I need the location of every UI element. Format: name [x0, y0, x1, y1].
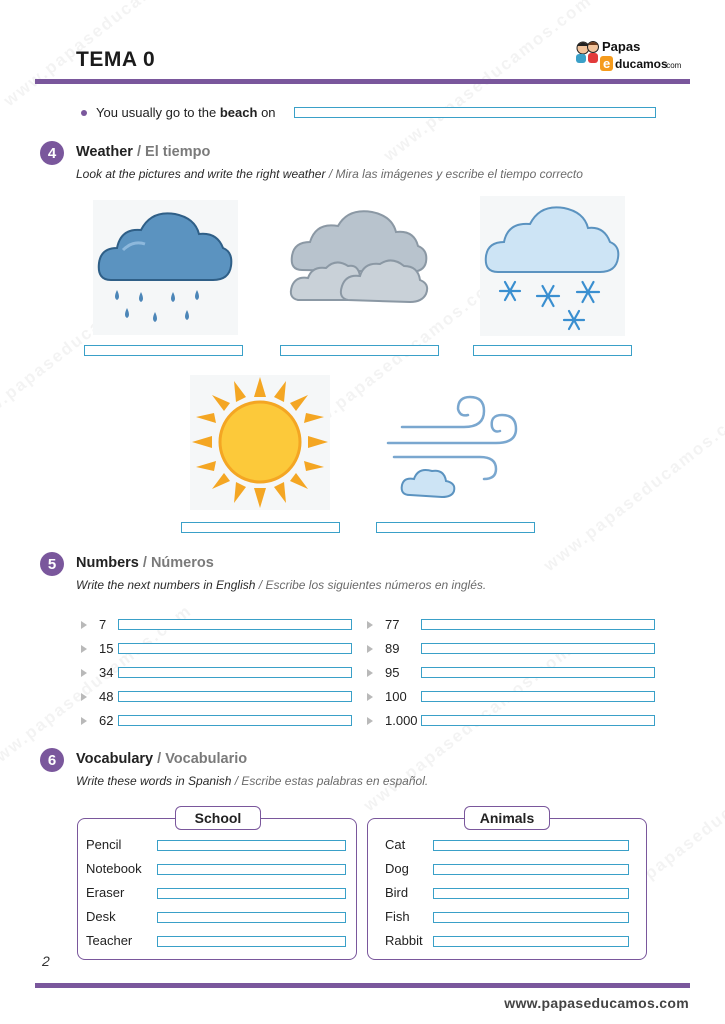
number-item [81, 689, 113, 704]
animals-word: Fish [385, 909, 410, 924]
beach-text-before: You usually go to the [96, 105, 217, 120]
watermark [540, 401, 725, 576]
number-label: 95 [385, 665, 400, 680]
animals-heading: Animals [464, 806, 550, 830]
section-6-title [76, 751, 247, 767]
instruction-en: Write the next numbers in English [76, 578, 256, 592]
number-item [367, 617, 399, 632]
section-6-instruction [76, 774, 428, 788]
school-word: Desk [86, 909, 116, 924]
number-answer-field[interactable] [421, 619, 655, 630]
number-label: 100 [385, 689, 407, 704]
number-answer-field[interactable] [421, 715, 655, 726]
animals-word: Dog [385, 861, 409, 876]
number-item [81, 617, 106, 632]
section-5-title-en: Numbers [76, 555, 139, 571]
instruction-es-text: Mira las imágenes y escribe el tiempo correcto [335, 167, 583, 181]
number-item [81, 641, 113, 656]
animals-answer-field[interactable] [433, 840, 629, 851]
animals-answer-field[interactable] [433, 888, 629, 899]
school-heading: School [175, 806, 261, 830]
number-answer-field[interactable] [118, 715, 352, 726]
page-number: 2 [42, 953, 50, 969]
school-answer-field[interactable] [157, 888, 346, 899]
animals-answer-field[interactable] [433, 912, 629, 923]
school-answer-field[interactable] [157, 840, 346, 851]
section-5-title [76, 555, 214, 571]
number-answer-field[interactable] [421, 691, 655, 702]
title-slash: / [157, 751, 162, 767]
number-label: 15 [99, 641, 114, 656]
weather-answer-field-2[interactable] [280, 345, 439, 356]
header-rule [35, 79, 690, 84]
number-answer-field[interactable] [118, 667, 352, 678]
number-label: 77 [385, 617, 400, 632]
animals-word: Cat [385, 837, 406, 852]
animals-answer-field[interactable] [433, 936, 629, 947]
number-item [367, 641, 399, 656]
beach-question [81, 105, 276, 120]
instruction-en: Look at the pictures and write the right weather [76, 167, 326, 181]
logo-text-ducamos: ducamos [615, 57, 668, 71]
school-answer-field[interactable] [157, 912, 346, 923]
section-number-4: 4 [40, 141, 64, 165]
weather-answer-field-3[interactable] [473, 345, 632, 356]
section-6-title-es: Vocabulario [165, 751, 248, 767]
arrow-icon [367, 669, 373, 677]
weather-answer-field-1[interactable] [84, 345, 243, 356]
sun-icon [190, 375, 330, 510]
section-5-instruction [76, 578, 486, 592]
instruction-en: Write these words in Spanish [76, 774, 232, 788]
arrow-icon [367, 645, 373, 653]
section-4-title-es: El tiempo [145, 144, 211, 160]
family-icon [576, 42, 599, 64]
arrow-icon [81, 669, 87, 677]
number-label: 89 [385, 641, 400, 656]
instruction-es: / Mira las imágenes y escribe el tiempo correcto [328, 167, 583, 181]
number-item [367, 689, 407, 704]
number-item [367, 665, 399, 680]
logo-text-com: .com [664, 61, 682, 70]
snow-cloud-icon [480, 196, 625, 336]
logo-letter-e: e [603, 56, 611, 71]
animals-word: Rabbit [385, 933, 423, 948]
papaseducamos-logo[interactable] [571, 36, 691, 76]
arrow-icon [81, 645, 87, 653]
number-label: 48 [99, 689, 114, 704]
number-answer-field[interactable] [421, 643, 655, 654]
school-answer-field[interactable] [157, 936, 346, 947]
instruction-es-text: Escribe estas palabras en español. [241, 774, 429, 788]
school-word: Notebook [86, 861, 142, 876]
arrow-icon [367, 717, 373, 725]
weather-answer-field-4[interactable] [181, 522, 340, 533]
number-answer-field[interactable] [118, 643, 352, 654]
footer-rule [35, 983, 690, 988]
section-4-title [76, 144, 210, 160]
arrow-icon [81, 717, 87, 725]
arrow-icon [81, 693, 87, 701]
number-answer-field[interactable] [118, 691, 352, 702]
number-item [367, 713, 418, 728]
title-slash: / [136, 144, 142, 160]
animals-answer-field[interactable] [433, 864, 629, 875]
section-6-title-en: Vocabulary [76, 751, 154, 767]
cloudy-icon [288, 200, 433, 335]
beach-bold: beach [219, 105, 258, 120]
arrow-icon [367, 693, 373, 701]
page-title: TEMA 0 [76, 48, 156, 71]
number-item [81, 665, 113, 680]
number-answer-field[interactable] [118, 619, 352, 630]
school-word: Eraser [86, 885, 125, 900]
number-label: 62 [99, 713, 114, 728]
logo-text-papas: Papas [602, 39, 641, 54]
footer-url[interactable]: www.papaseducamos.com [504, 995, 689, 1011]
school-answer-field[interactable] [157, 864, 346, 875]
animals-word: Bird [385, 885, 409, 900]
rain-cloud-icon [93, 200, 238, 335]
number-label: 1.000 [385, 713, 418, 728]
arrow-icon [81, 621, 87, 629]
beach-text-after: on [261, 105, 276, 120]
section-5-title-es: Números [150, 555, 214, 571]
school-word: Pencil [86, 837, 122, 852]
section-number-5: 5 [40, 552, 64, 576]
number-label: 7 [99, 617, 107, 632]
section-4-title-en: Weather [76, 144, 133, 160]
title-slash: / [142, 555, 147, 571]
number-item [81, 713, 113, 728]
number-label: 34 [99, 665, 114, 680]
instruction-es-text: Escribe los siguientes números en inglés. [265, 578, 487, 592]
number-answer-field[interactable] [421, 667, 655, 678]
wind-icon [384, 385, 529, 505]
section-number-6: 6 [40, 748, 64, 772]
arrow-icon [367, 621, 373, 629]
instruction-es: / Escribe estas palabras en español. [234, 774, 429, 788]
school-word: Teacher [86, 933, 133, 948]
section-4-instruction [76, 167, 583, 181]
bullet-dot [81, 110, 87, 116]
weather-answer-field-5[interactable] [376, 522, 535, 533]
instruction-es: / Escribe los siguientes números en inglés. [258, 578, 487, 592]
beach-answer-field[interactable] [294, 107, 656, 118]
